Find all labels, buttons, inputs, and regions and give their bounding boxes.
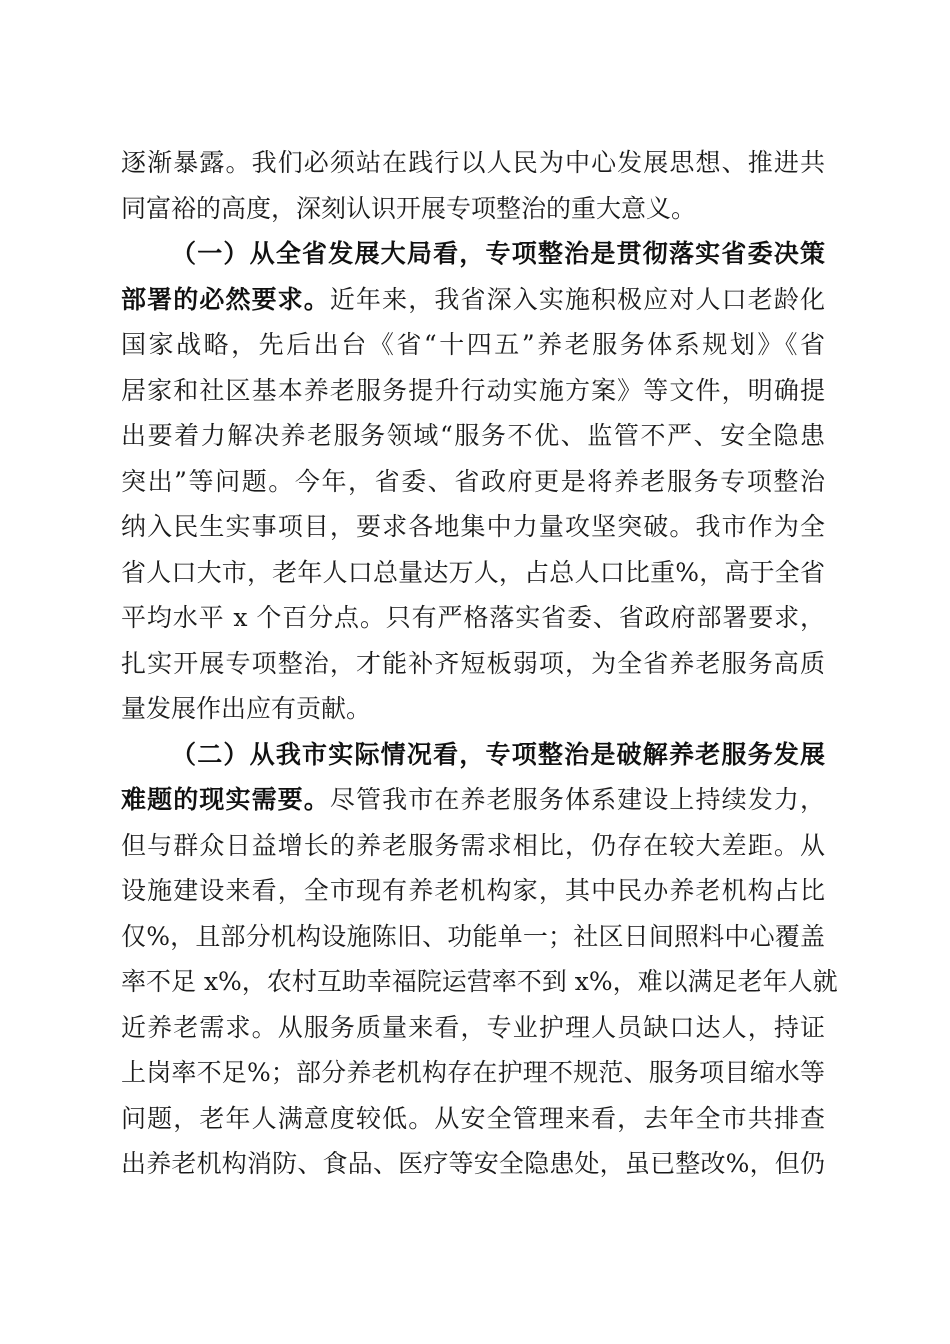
body-text: 问题，老年人满意度较低。从安全管理来看，去年全市共排查 — [121, 1103, 825, 1133]
text-line — [121, 868, 825, 914]
heading-text: （二）从我市实际情况看，专项整治是破解养老服务发展 — [171, 739, 825, 769]
body-text: 省人口大市，老年人口总量达万人，占总人口比重%，高于全省 — [121, 557, 825, 587]
text-line — [121, 914, 825, 960]
text-line — [121, 686, 825, 732]
body-text: 国家战略，先后出台《省“十四五”养老服务体系规划》《省 — [121, 330, 825, 359]
body-text: 近养老需求。从服务质量来看，专业护理人员缺口达人，持证 — [121, 1012, 825, 1042]
body-text: 同富裕的高度，深刻认识开展专项整治的重大意义。 — [121, 193, 697, 223]
body-text: 近年来，我省深入实施积极应对人口老龄化 — [329, 284, 825, 314]
body-text: 逐渐暴露。我们必须站在践行以人民为中心发展思想、推进共 — [121, 148, 825, 177]
text-line — [121, 368, 825, 414]
text-line — [121, 277, 825, 323]
text-line — [121, 413, 825, 459]
document-body — [121, 140, 838, 1187]
text-line — [121, 732, 825, 778]
body-text: 尽管我市在养老服务体系建设上持续发力， — [329, 785, 825, 814]
body-text: 出要着力解决养老服务领域“服务不优、监管不严、安全隐患 — [121, 421, 825, 450]
text-line — [121, 322, 825, 368]
text-line — [121, 1050, 825, 1096]
body-text: 但与群众日益增长的养老服务需求相比，仍存在较大差距。从 — [121, 830, 825, 860]
text-line — [121, 823, 825, 869]
body-text: 扎实开展专项整治，才能补齐短板弱项，为全省养老服务高质 — [121, 648, 825, 678]
body-text: 设施建设来看，全市现有养老机构家，其中民办养老机构占比 — [121, 876, 825, 905]
body-text: 纳入民生实事项目，要求各地集中力量攻坚突破。我市作为全 — [121, 512, 825, 541]
text-line — [121, 186, 825, 232]
text-line — [121, 550, 825, 596]
body-text: 仅%，且部分机构设施陈旧、功能单一；社区日间照料中心覆盖 — [121, 921, 825, 951]
heading-text: （一）从全省发展大局看，专项整治是贯彻落实省委决策 — [171, 239, 825, 268]
text-line — [121, 1096, 825, 1142]
paragraph-p2 — [121, 732, 838, 1187]
body-text: 突出”等问题。今年，省委、省政府更是将养老服务专项整治 — [121, 466, 825, 496]
heading-text: 部署的必然要求。 — [121, 284, 330, 314]
text-line — [121, 1005, 825, 1051]
text-line — [121, 595, 825, 641]
text-line — [121, 140, 825, 186]
text-line — [121, 504, 825, 550]
text-line — [121, 459, 825, 505]
body-text: 上岗率不足%；部分养老机构存在护理不规范、服务项目缩水等 — [121, 1058, 825, 1087]
body-text: 出养老机构消防、食品、医疗等安全隐患处，虽已整改%，但仍 — [121, 1149, 825, 1178]
text-line — [121, 231, 825, 277]
body-text: 居家和社区基本养老服务提升行动实施方案》等文件，明确提 — [121, 375, 825, 405]
text-line — [121, 641, 825, 687]
body-text: 平均水平 x 个百分点。只有严格落实省委、省政府部署要求， — [121, 603, 825, 632]
body-text: 率不足 x%，农村互助幸福院运营率不到 x%，难以满足老年人就 — [121, 967, 838, 996]
text-line — [121, 777, 825, 823]
heading-text: 难题的现实需要。 — [121, 785, 330, 814]
text-line — [121, 959, 838, 1005]
text-line — [121, 1141, 825, 1187]
paragraph-p0 — [121, 140, 825, 231]
paragraph-p1 — [121, 231, 825, 732]
body-text: 量发展作出应有贡献。 — [121, 694, 372, 723]
